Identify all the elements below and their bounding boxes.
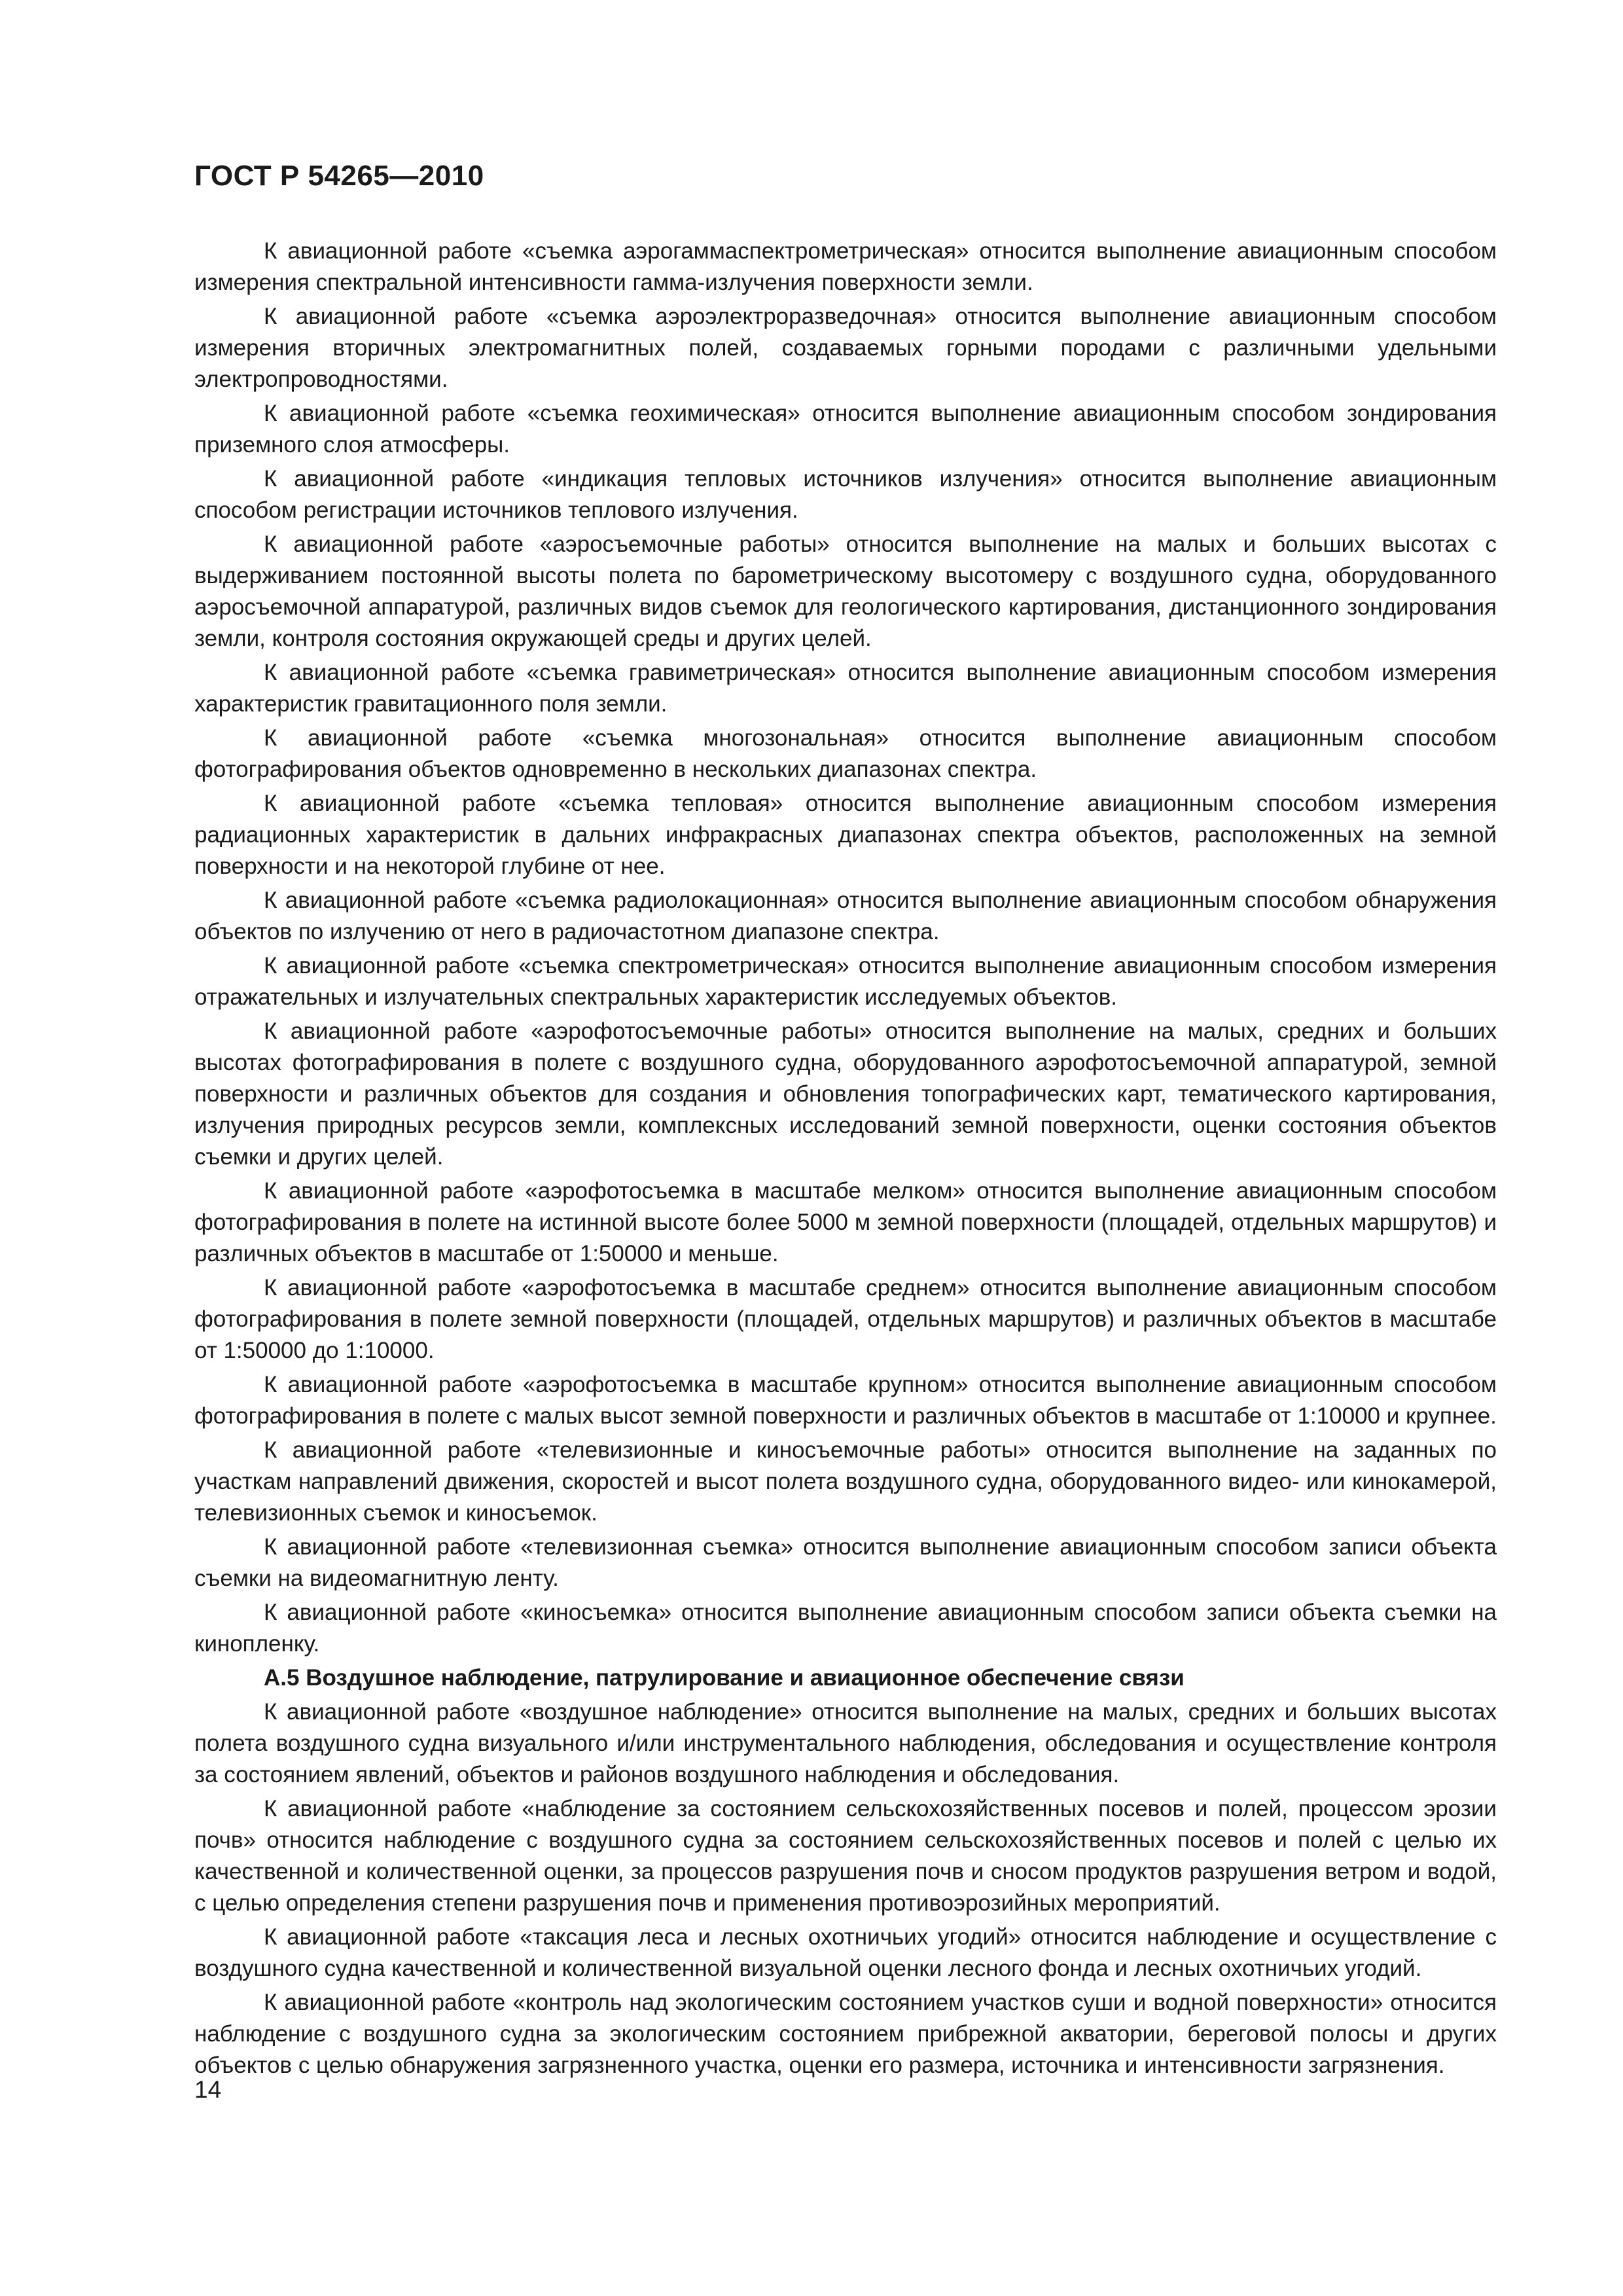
paragraph-thermal-survey: К авиационной работе «съемка тепловая» относится выполнение авиационным способом измерения радиационных характеристик в дальних инфракрасных диапазонах спектра объектов, расположенных на земной поверхности и на некоторой глубине от нее. [194, 791, 1497, 879]
paragraph-tv-film-works: К авиационной работе «телевизионные и киносъемочные работы» относится выполнение на заданных по участкам направлений движения, скоростей и высот полета воздушного судна, оборудованного видео- или кинокамерой, телевизионных съемок и киносъемок. [194, 1437, 1497, 1526]
paragraph-tv-survey: К авиационной работе «телевизионная съемка» относится выполнение авиационным способом записи объекта съемки на видеомагнитную ленту. [194, 1534, 1497, 1591]
paragraph-thermal-sources: К авиационной работе «индикация тепловых источников излучения» относится выполнение авиационным способом регистрации источников теплового излучения. [194, 466, 1497, 523]
paragraph-multizonal-survey: К авиационной работе «съемка многозональная» относится выполнение авиационным способом фотографирования объектов одновременно в нескольких диапазонах спектра. [194, 725, 1497, 782]
document-header-title: ГОСТ Р 54265—2010 [194, 160, 484, 192]
document-body [194, 236, 1497, 2084]
page-number: 14 [194, 2076, 222, 2103]
paragraph-aerophoto-works: К авиационной работе «аэрофотосъемочные работы» относится выполнение на малых, средних и больших высотах фотографирования в полете с воздушного судна, оборудованного аэрофотосъемочной аппаратурой, земной поверхности и различных объектов для создания и обновления топографических карт, тематического картирования, излучения природных ресурсов земли, комплексных исследований земной поверхности, оценки состояния объектов съемки и других целей. [194, 1018, 1497, 1170]
section-heading-a5: А.5 Воздушное наблюдение, патрулирование и авиационное обеспечение связи [264, 1665, 1185, 1691]
paragraph-radar-survey: К авиационной работе «съемка радиолокационная» относится выполнение авиационным способом обнаружения объектов по излучению от него в радиочастотном диапазоне спектра. [194, 888, 1497, 944]
paragraph-air-observation: К авиационной работе «воздушное наблюдение» относится выполнение на малых, средних и больших высотах полета воздушного судна визуального и/или инструментального наблюдения, обследования и осуществление контроля за состоянием явлений, объектов и районов воздушного наблюдения и обследования. [194, 1699, 1497, 1787]
paragraph-aerophoto-small-scale: К авиационной работе «аэрофотосъемка в масштабе мелком» относится выполнение авиационным способом фотографирования в полете на истинной высоте более 5000 м земной поверхности (площадей, отдельных маршрутов) и различных объектов в масштабе от 1:50000 и меньше. [194, 1178, 1497, 1266]
paragraph-spectrometric-survey: К авиационной работе «съемка спектрометрическая» относится выполнение авиационным способом измерения отражательных и излучательных спектральных характеристик исследуемых объектов. [194, 953, 1497, 1010]
paragraph-ecological-control: К авиационной работе «контроль над экологическим состоянием участков суши и водной поверхности» относится наблюдение с воздушного судна за экологическим состоянием прибрежной акватории, береговой полосы и других объектов с целью обнаружения загрязненного участка, оценки его размера, источника и интенсивности загрязнения. [194, 1990, 1497, 2078]
paragraph-aerophoto-medium-scale: К авиационной работе «аэрофотосъемка в масштабе среднем» относится выполнение авиационным способом фотографирования в полете земной поверхности (площадей, отдельных маршрутов) и различных объектов в масштабе от 1:50000 до 1:10000. [194, 1275, 1497, 1363]
paragraph-aerogamma-survey: К авиационной работе «съемка аэрогаммаспектрометрическая» относится выполнение авиационным способом измерения спектральной интенсивности гамма-излучения поверхности земли. [194, 238, 1497, 295]
paragraph-aeroelectro-survey: К авиационной работе «съемка аэроэлектроразведочная» относится выполнение авиационным способом измерения вторичных электромагнитных полей, создаваемых горными породами с различными удельными электропроводностями. [194, 304, 1497, 392]
paragraph-aerophoto-large-scale: К авиационной работе «аэрофотосъемка в масштабе крупном» относится выполнение авиационным способом фотографирования в полете с малых высот земной поверхности и различных объектов в масштабе от 1:10000 и крупнее. [194, 1372, 1497, 1429]
paragraph-forest-taxation: К авиационной работе «таксация леса и лесных охотничьих угодий» относится наблюдение и осуществление с воздушного судна качественной и количественной визуальной оценки лесного фонда и лесных охотничьих угодий. [194, 1924, 1497, 1981]
paragraph-film-survey: К авиационной работе «киносъемка» относится выполнение авиационным способом записи объекта съемки на кинопленку. [194, 1600, 1497, 1657]
paragraph-crop-observation: К авиационной работе «наблюдение за состоянием сельскохозяйственных посевов и полей, процессом эрозии почв» относится наблюдение с воздушного судна за состоянием сельскохозяйственных посевов и полей с целью их качественной и количественной оценки, за процессов разрушения почв и сносом продуктов разрушения ветром и водой, с целью определения степени разрушения почв и применения противоэрозийных мероприятий. [194, 1796, 1497, 1916]
paragraph-aerial-survey-works: К авиационной работе «аэросъемочные работы» относится выполнение на малых и больших высотах с выдерживанием постоянной высоты полета по барометрическому высотомеру с воздушного судна, оборудованного аэросъемочной аппаратурой, различных видов съемок для геологического картирования, дистанционного зондирования земли, контроля состояния окружающей среды и других целей. [194, 531, 1497, 651]
paragraph-geochemical-survey: К авиационной работе «съемка геохимическая» относится выполнение авиационным способом зондирования приземного слоя атмосферы. [194, 401, 1497, 457]
paragraph-gravimetric-survey: К авиационной работе «съемка гравиметрическая» относится выполнение авиационным способом измерения характеристик гравитационного поля земли. [194, 660, 1497, 717]
